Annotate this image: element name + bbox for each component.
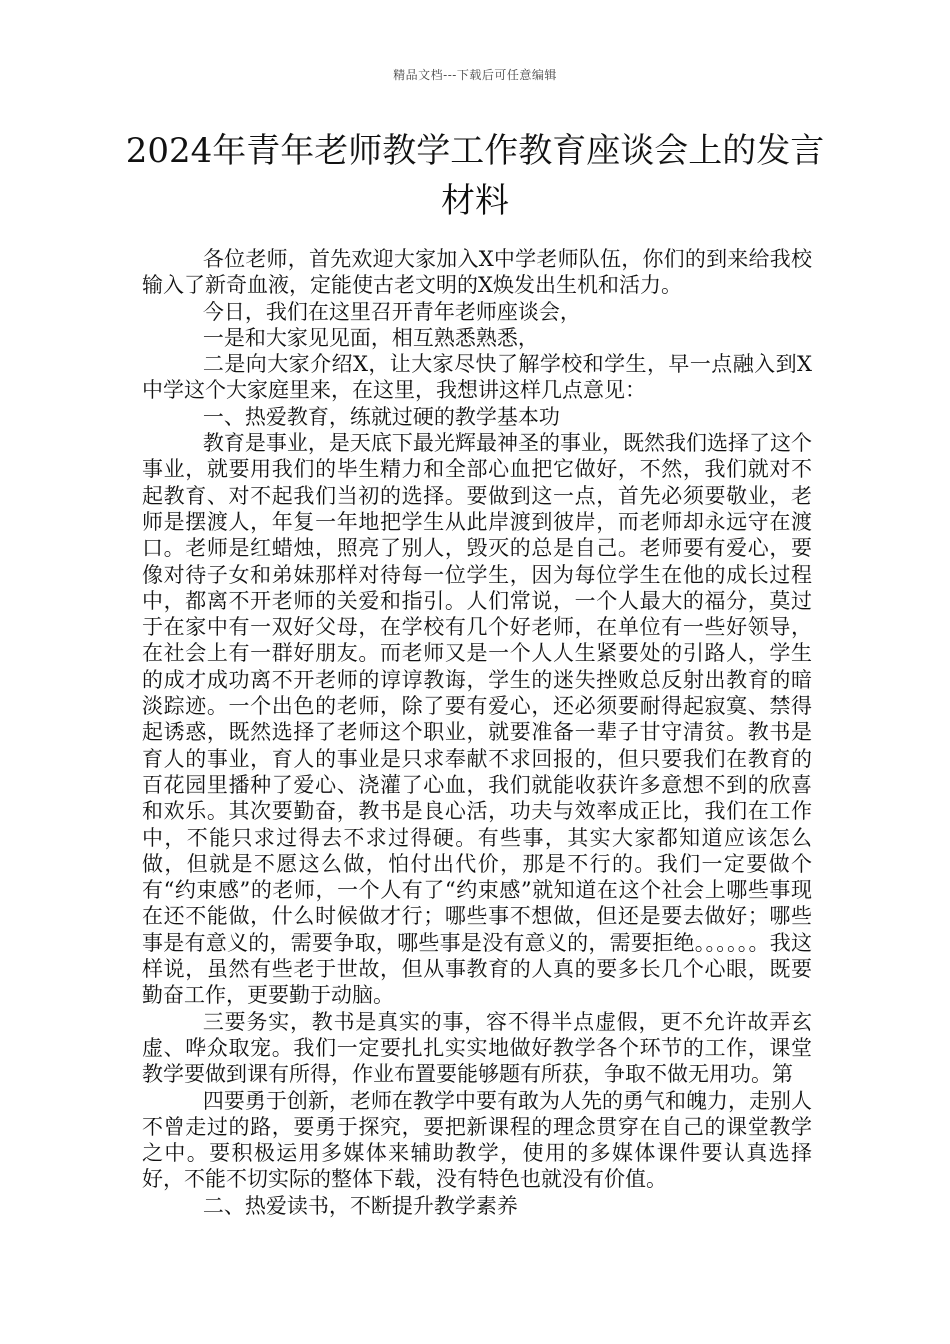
paragraph-pragmatic: 三要务实，教书是真实的事，容不得半点虚假，更不允许故弄玄虚、哗众取宠。我们一定要扎扎实实地做好教学各个环节的工作，课堂教学要做到课有所得，作业布置要能够题有所获，争取不做无用功。第 bbox=[142, 1009, 812, 1087]
paragraph-education-career: 教育是事业，是天底下最光辉最神圣的事业，既然我们选择了这个事业，就要用我们的毕生精力和全部心血把它做好，不然，我们就对不起教育、对不起我们当初的选择。要做到这一点，首先必须要敬业，老师是摆渡人，年复一年地把学生从此岸渡到彼岸，而老师却永远守在渡口。老师是红蜡烛，照亮了别人，毁灭的总是自己。老师要有爱心，要像对待子女和弟妹那样对待每一位学生，因为每位学生在他的成长过程中，都离不开老师的关爱和指引。人们常说，一个人最大的福分，莫过于在家中有一双好父母，在学校有几个好老师，在单位有一些好领导，在社会上有一群好朋友。而老师又是一个人人生紧要处的引路人，学生的成才成功离不开老师的谆谆教诲，学生的迷失挫败总反射出教育的暗淡踪迹。一个出色的老师，除了要有爱心，还必须要耐得起寂寞、禁得起诱惑，既然选择了老师这个职业，就要准备一辈子甘守清贫。教书是育人的事业，育人的事业是只求奉献不求回报的，但只要我们在教育的百花园里播种了爱心、浇灌了心血，我们就能收获许多意想不到的欣喜和欢乐。其次要勤奋，教书是良心活，功夫与效率成正比，我们在工作中，不能只求过得去不求过得硬。有些事，其实大家都知道应该怎么做，但就是不愿这么做，怕付出代价，那是不行的。我们一定要做个有“约束感”的老师，一个人有了“约束感”就知道在这个社会上哪些事现在还不能做，什么时候做才行；哪些事不想做，但还是要去做好；哪些事是有意义的，需要争取，哪些事是没有意义的，需要拒绝。。。。。。我这样说，虽然有些老于世故，但从事教育的人真的要多长几个心眼，既要勤奋工作，更要勤于动脑。 bbox=[142, 431, 812, 1008]
header-note: 精品文档---下载后可任意编辑 bbox=[393, 68, 557, 82]
paragraph-purpose-two: 二是向大家介绍X，让大家尽快了解学校和学生，早一点融入到X中学这个大家庭里来，在这里，我想讲这样几点意见： bbox=[142, 352, 812, 403]
paragraph-welcome: 各位老师，首先欢迎大家加入X中学老师队伍，你们的到来给我校输入了新奇血液，定能使古老文明的X焕发出生机和活力。 bbox=[142, 247, 812, 298]
document-title: 2024年青年老师教学工作教育座谈会上的发言材料 bbox=[125, 131, 825, 221]
paragraph-innovation: 四要勇于创新，老师在教学中要有敢为人先的勇气和魄力，走别人不曾走过的路，要勇于探究，要把新课程的理念贯穿在自己的课堂教学之中。要积极运用多媒体来辅助教学，使用的多媒体课件要认真选择好，不能不切实际的整体下载，没有特色也就没有价值。 bbox=[142, 1088, 812, 1192]
section-heading-two: 二、热爱读书，不断提升教学素养 bbox=[202, 1193, 518, 1218]
paragraph-purpose-one: 一是和大家见见面，相互熟悉熟悉， bbox=[202, 325, 539, 350]
section-heading-one: 一、热爱教育，练就过硬的教学基本功 bbox=[202, 404, 560, 429]
paragraph-meeting: 今日，我们在这里召开青年老师座谈会， bbox=[202, 299, 581, 324]
document-body bbox=[142, 246, 812, 1219]
